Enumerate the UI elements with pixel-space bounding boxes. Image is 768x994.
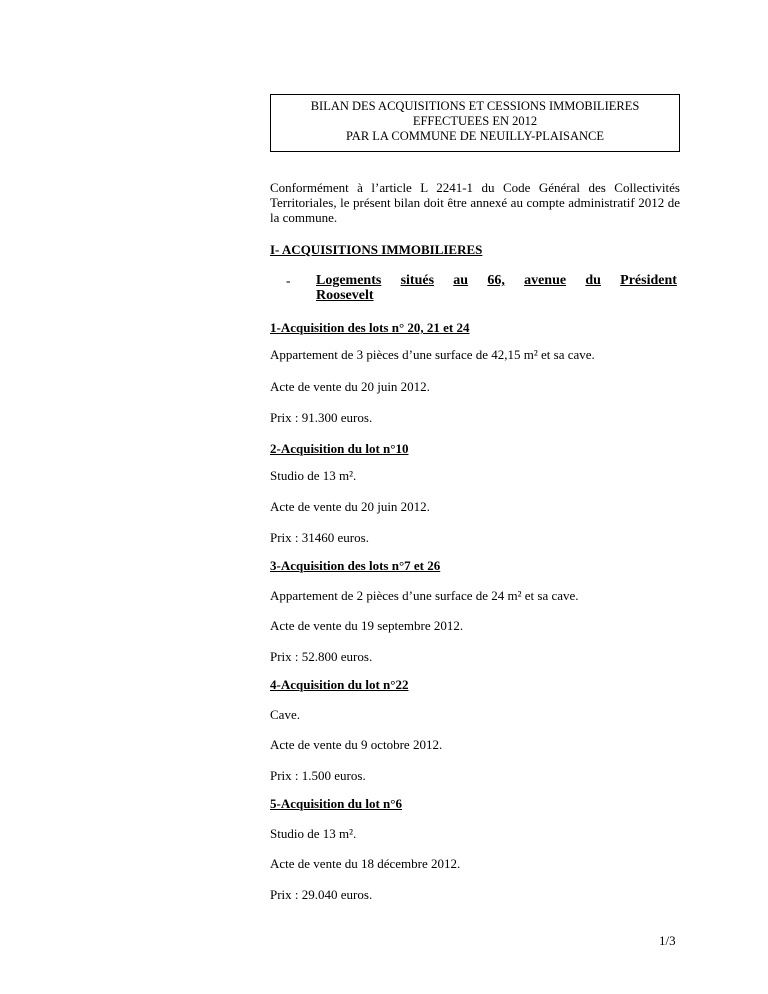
acquisition-deed: Acte de vente du 20 juin 2012. (270, 499, 430, 514)
acquisition-deed: Acte de vente du 19 septembre 2012. (270, 618, 464, 633)
acquisition-price: Prix : 52.800 euros. (270, 649, 373, 664)
acquisition-heading: 4-Acquisition du lot n°22 (270, 677, 409, 692)
acquisition-deed: Acte de vente du 20 juin 2012. (270, 379, 430, 394)
bullet-word: Président (620, 273, 677, 288)
bullet-word: du (585, 273, 601, 288)
acquisition-heading: 5-Acquisition du lot n°6 (270, 796, 402, 811)
bullet-word: situés (400, 273, 435, 288)
bullet-heading (316, 273, 677, 303)
page-number: 1/3 (659, 933, 676, 948)
title-line-2: EFFECTUEES EN 2012 (412, 114, 538, 128)
acquisition-deed: Acte de vente du 9 octobre 2012. (270, 737, 443, 752)
title-box (270, 94, 680, 152)
acquisition-heading: 3-Acquisition des lots n°7 et 26 (270, 558, 441, 573)
acquisition-price: Prix : 31460 euros. (270, 530, 369, 545)
intro-paragraph: Conformément à l’article L 2241-1 du Code Général des Collectivités Territoriales, le présent bilan doit être annexé au compte administratif 2012 de la commune. (270, 180, 680, 225)
acquisition-deed: Acte de vente du 18 décembre 2012. (270, 856, 461, 871)
bullet-word: 66, (487, 273, 505, 288)
acquisition-heading: 1-Acquisition des lots n° 20, 21 et 24 (270, 320, 470, 335)
title-line-3: PAR LA COMMUNE DE NEUILLY-PLAISANCE (345, 129, 605, 143)
acquisition-description: Appartement de 2 pièces d’une surface de 24 m² et sa cave. (270, 588, 579, 603)
bullet-word: Logements (316, 273, 382, 288)
acquisition-description: Cave. (270, 707, 300, 722)
acquisition-price: Prix : 29.040 euros. (270, 887, 373, 902)
acquisition-description: Appartement de 3 pièces d’une surface de 42,15 m² et sa cave. (270, 347, 595, 362)
bullet-word: au (453, 273, 469, 288)
bullet-word: avenue (524, 273, 567, 288)
section-title: I- ACQUISITIONS IMMOBILIERES (270, 242, 483, 257)
acquisition-price: Prix : 91.300 euros. (270, 410, 373, 425)
bullet-dash: - (286, 273, 291, 288)
acquisition-price: Prix : 1.500 euros. (270, 768, 366, 783)
acquisition-description: Studio de 13 m². (270, 468, 357, 483)
acquisition-description: Studio de 13 m². (270, 826, 357, 841)
bullet-line-2: Roosevelt (316, 288, 374, 303)
acquisition-heading: 2-Acquisition du lot n°10 (270, 441, 409, 456)
title-line-1: BILAN DES ACQUISITIONS ET CESSIONS IMMOBILIERES (310, 99, 640, 113)
